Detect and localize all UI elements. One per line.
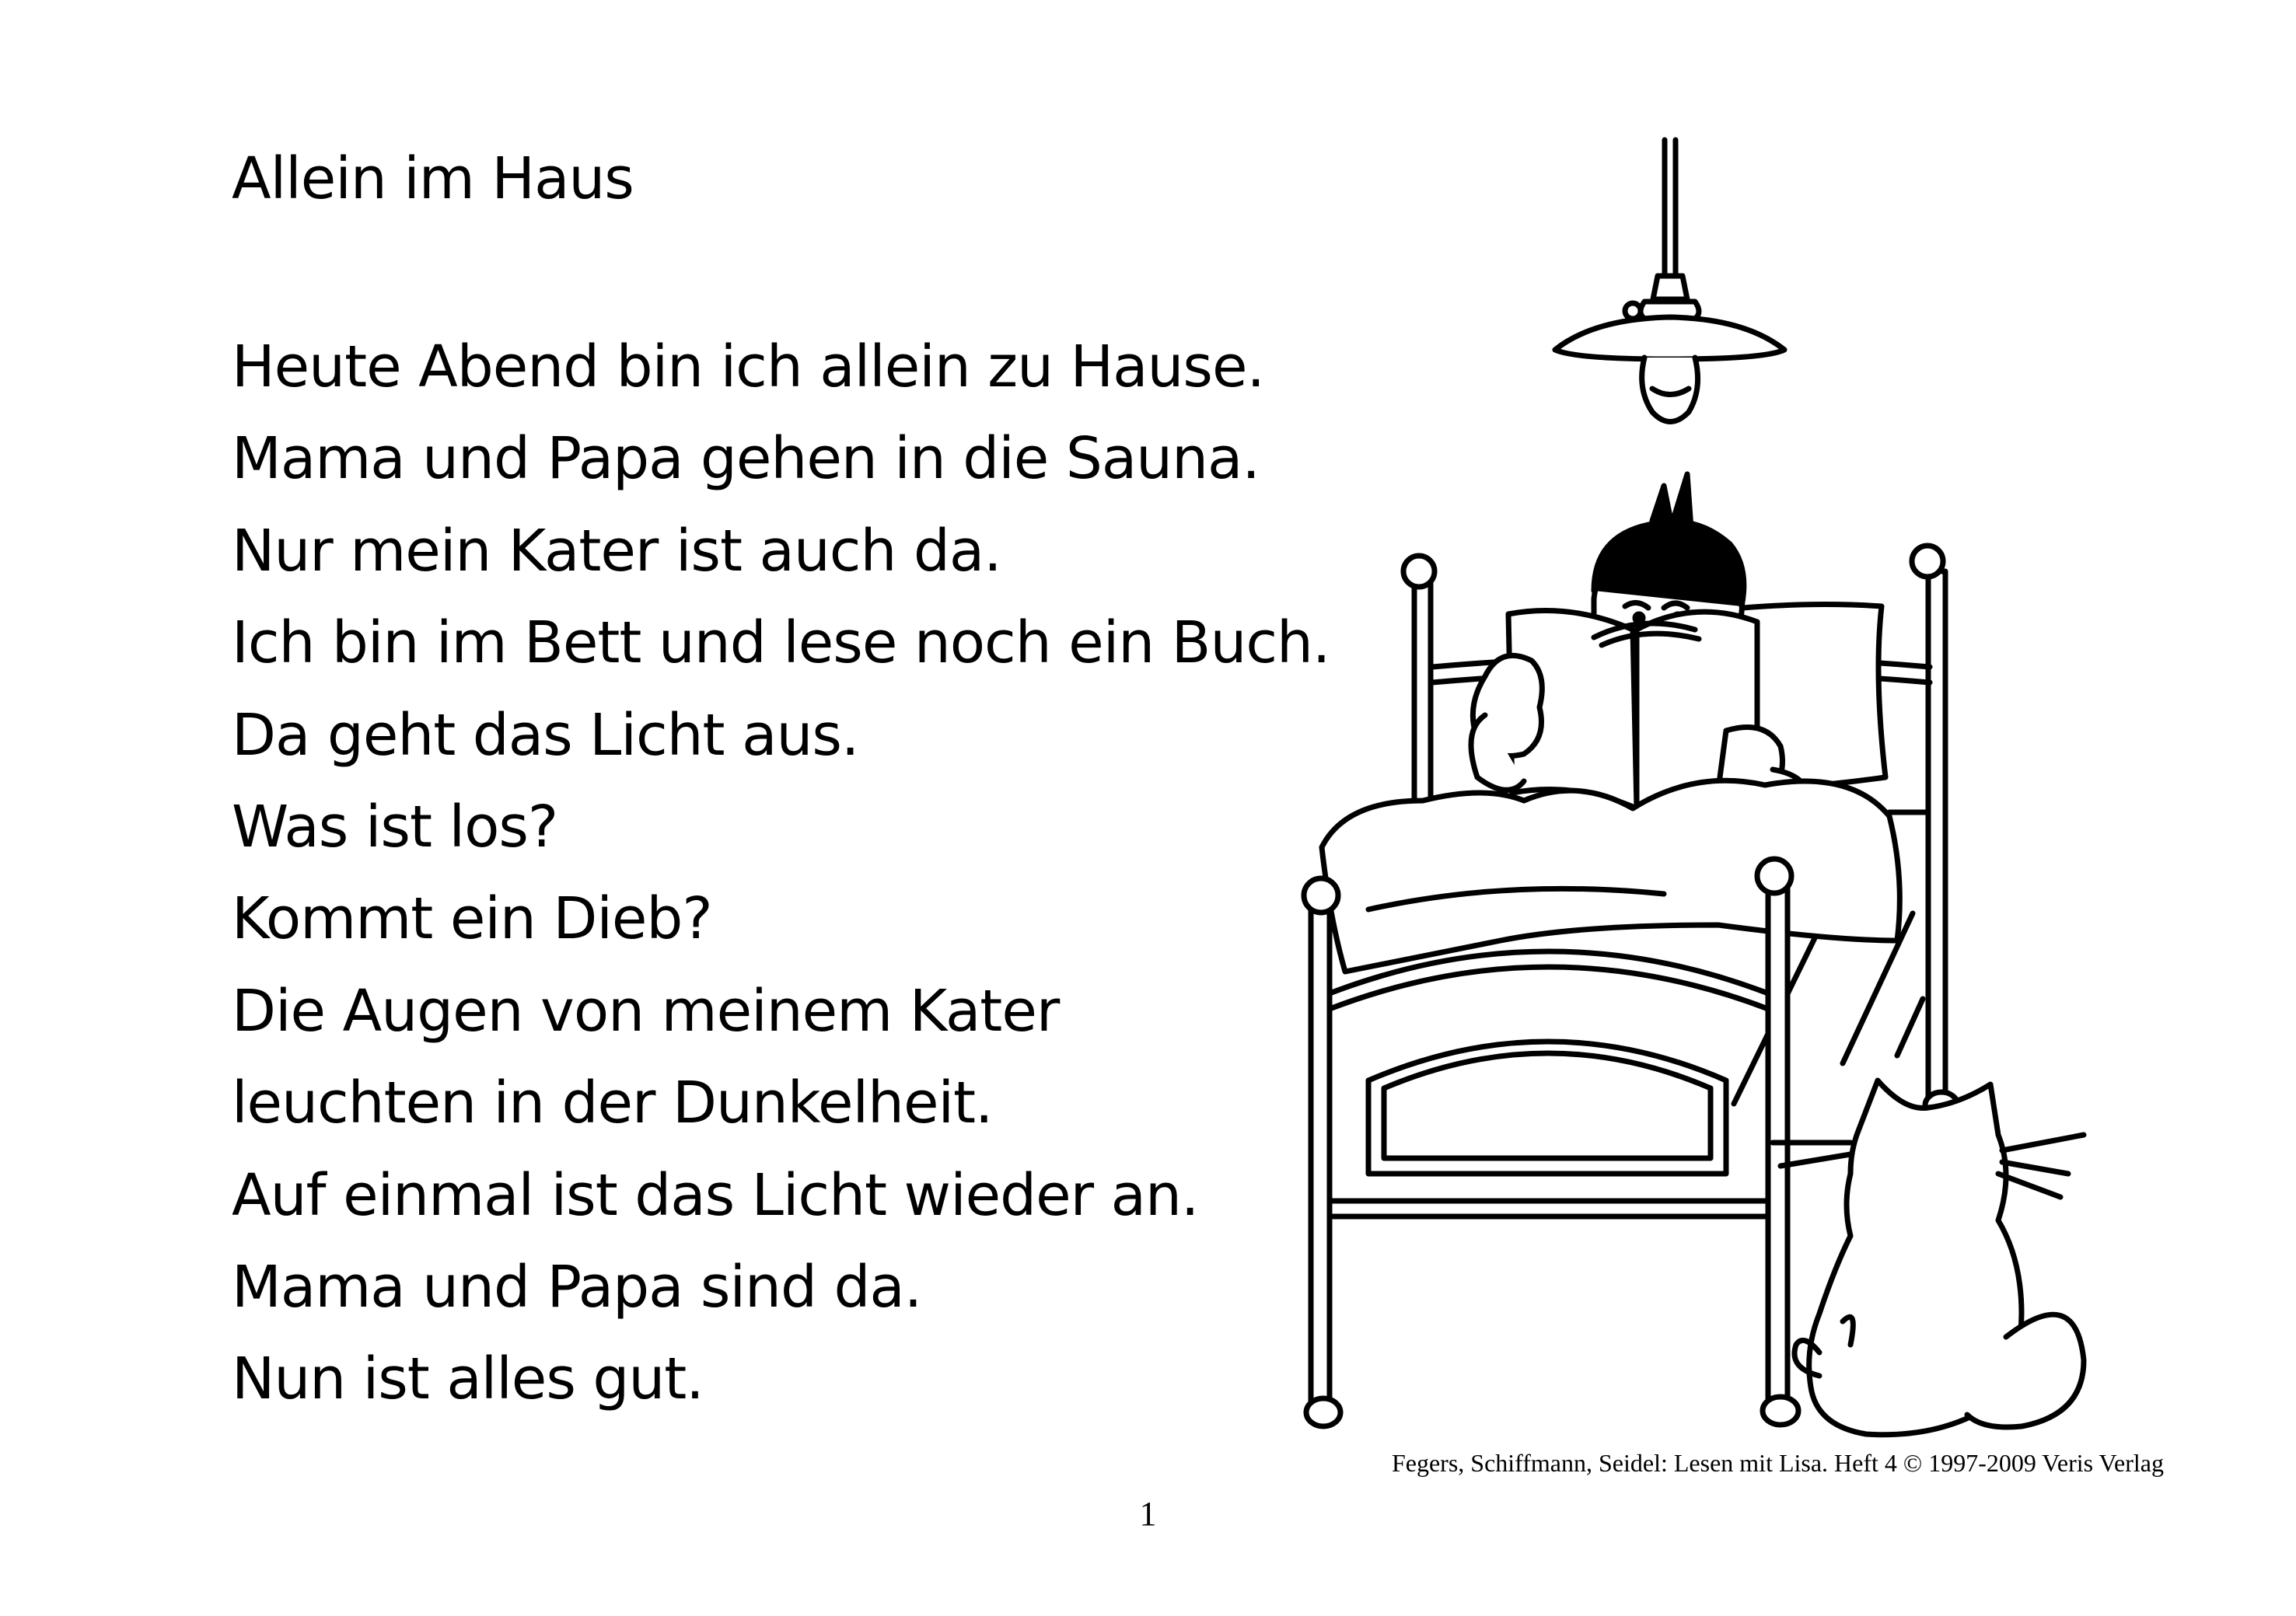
story-line: Die Augen von meinem Kater: [232, 977, 1060, 1045]
ceiling-lamp-icon: [1555, 140, 1784, 422]
page-number: 1: [1139, 1495, 1157, 1533]
story-line: Auf einmal ist das Licht wieder an.: [232, 1161, 1199, 1229]
story-line: Mama und Papa sind da.: [232, 1253, 922, 1321]
story-line: Nun ist alles gut.: [232, 1346, 704, 1413]
story-line: Kommt ein Dieb?: [232, 885, 712, 953]
story-line: Ich bin im Bett und lese noch ein Buch.: [232, 609, 1330, 677]
story-line: Heute Abend bin ich allein zu Hause.: [232, 333, 1265, 400]
story-text: [232, 321, 1330, 1426]
story-line: leuchten in der Dunkelheit.: [232, 1070, 993, 1137]
story-title: Allein im Haus: [232, 145, 634, 212]
story-line: Da geht das Licht aus.: [232, 701, 859, 769]
bed-reading-illustration: [1228, 132, 2177, 1454]
story-line: Nur mein Kater ist auch da.: [232, 517, 1001, 585]
copyright-credit: Fegers, Schiffmann, Seidel: Lesen mit Lisa. Heft 4 © 1997-2009 Veris Verlag: [1391, 1449, 2164, 1477]
story-line: Mama und Papa gehen in die Sauna.: [232, 425, 1260, 493]
cat-icon: [1773, 1080, 2084, 1435]
story-line: Was ist los?: [232, 793, 558, 860]
